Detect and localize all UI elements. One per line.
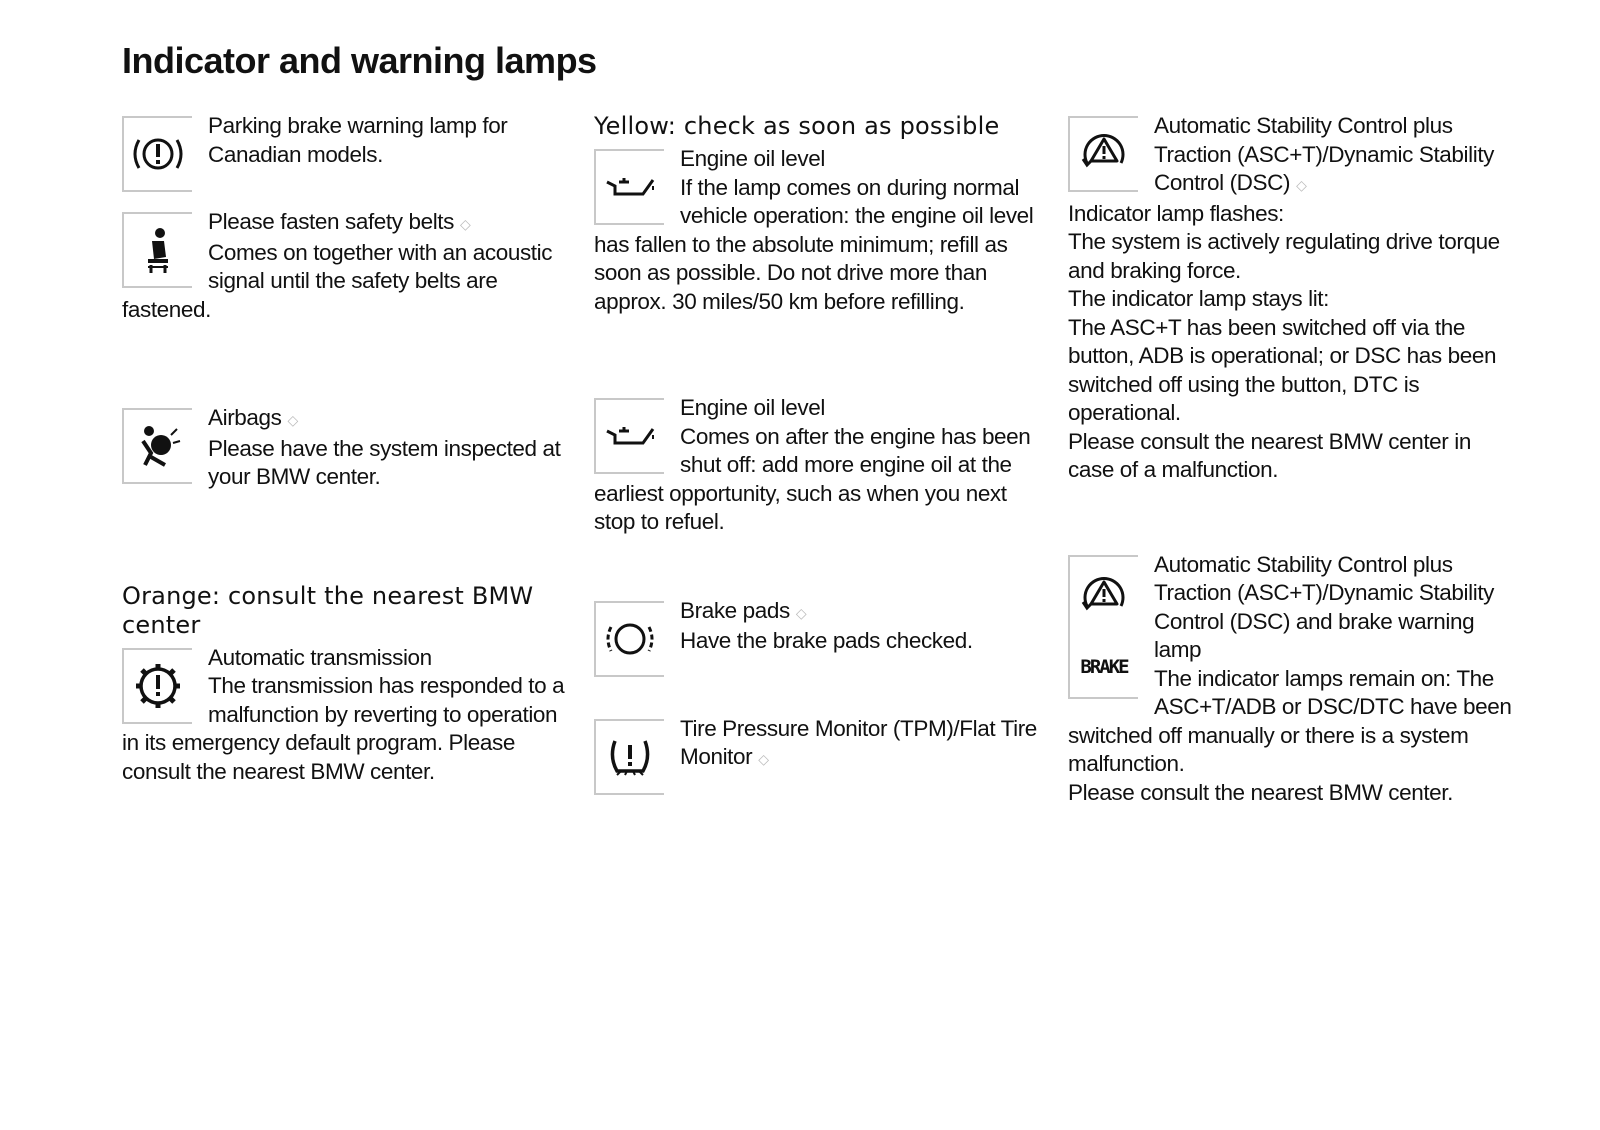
parking-brake-entry xyxy=(122,112,572,194)
column-right xyxy=(1068,112,1518,807)
stability-control-icon xyxy=(1068,116,1138,192)
asc-dsc-brake-consult: Please consult the nearest BMW center. xyxy=(1068,779,1453,805)
oil-can-icon xyxy=(594,149,664,225)
end-mark: ◇ xyxy=(1296,177,1307,193)
stability-brake-icon-group xyxy=(1068,555,1138,699)
asc-dsc-entry xyxy=(1068,112,1518,485)
engine-oil-text-2: Comes on after the engine has been shut off: add more engine oil at the earliest opportunity, such as when you next stop to refuel. xyxy=(594,423,1031,534)
safety-belts-text: Comes on together with an acoustic signal until the safety belts are fastened. xyxy=(122,239,553,322)
engine-oil-entry-1 xyxy=(594,145,1044,316)
yellow-heading: Yellow: check as soon as possible xyxy=(594,112,1000,140)
lit-text: The ASC+T has been switched off via the button, ADB is operational; or DSC has been switched off using the button, DTC is operational. xyxy=(1068,314,1497,425)
safety-belts-title: Please fasten safety belts xyxy=(208,209,454,234)
column-left xyxy=(122,112,572,786)
stability-control-icon xyxy=(1077,572,1131,622)
brake-pads-text: Have the brake pads checked. xyxy=(680,628,973,653)
page-title: Indicator and warning lamps xyxy=(122,40,597,81)
parking-brake-text: Parking brake warning lamp for Canadian models. xyxy=(208,113,508,167)
brake-warning-icon: BRAKE xyxy=(1080,655,1128,678)
tire-pressure-entry xyxy=(594,715,1044,797)
airbag-icon xyxy=(122,408,192,484)
transmission-title: Automatic transmission xyxy=(208,644,432,670)
engine-oil-text-1: If the lamp comes on during normal vehicle operation: the engine oil level has fallen to the absolute minimum; refill as soon as possible. Do not drive more than approx. 30 miles/50 km before refilling. xyxy=(594,174,1034,314)
flash-text: The system is actively regulating drive torque and braking force. xyxy=(1068,229,1500,283)
transmission-entry xyxy=(122,644,572,787)
asc-dsc-brake-text: The indicator lamps remain on: The ASC+T/ADB or DSC/DTC have been switched off manually or there is a system malfunction. xyxy=(1068,665,1512,776)
airbags-text: Please have the system inspected at your BMW center. xyxy=(208,435,561,489)
safety-belts-entry xyxy=(122,208,572,324)
orange-heading: Orange: consult the nearest BMW center xyxy=(122,581,534,639)
end-mark: ◇ xyxy=(795,604,807,621)
airbags-title: Airbags xyxy=(208,405,282,430)
airbags-entry xyxy=(122,404,572,492)
flash-label: Indicator lamp flashes: xyxy=(1068,200,1284,226)
tire-pressure-icon xyxy=(594,719,664,795)
engine-oil-title-1: Engine oil level xyxy=(680,146,825,171)
transmission-warning-icon xyxy=(122,648,192,724)
consult-text: Please consult the nearest BMW center in case of a malfunction. xyxy=(1068,428,1471,482)
seat-belt-icon xyxy=(122,212,192,288)
lit-label: The indicator lamp stays lit: xyxy=(1068,286,1330,311)
parking-brake-warning-icon xyxy=(122,116,192,192)
engine-oil-entry-2 xyxy=(594,394,1044,537)
engine-oil-title-2: Engine oil level xyxy=(680,395,825,420)
asc-dsc-brake-entry xyxy=(1068,551,1518,808)
brake-pads-entry xyxy=(594,597,1044,679)
end-mark: ◇ xyxy=(460,216,471,232)
asc-dsc-brake-title: Automatic Stability Control plus Traction (ASC+T)/Dynamic Stability Control (DSC) and brake warning lamp xyxy=(1154,551,1495,662)
oil-can-icon xyxy=(594,398,664,474)
tire-pressure-title: Tire Pressure Monitor (TPM)/Flat Tire Monitor xyxy=(680,715,1037,769)
brake-pads-title: Brake pads xyxy=(680,597,790,623)
transmission-text: The transmission has responded to a malfunction by reverting to operation in its emergency default program. Please consult the nearest BMW center. xyxy=(122,673,565,784)
column-middle xyxy=(594,112,1044,797)
end-mark: ◇ xyxy=(758,751,769,767)
asc-dsc-title: Automatic Stability Control plus Traction (ASC+T)/Dynamic Stability Control (DSC) xyxy=(1154,113,1495,195)
brake-pads-icon xyxy=(594,601,664,677)
end-mark: ◇ xyxy=(287,412,298,428)
